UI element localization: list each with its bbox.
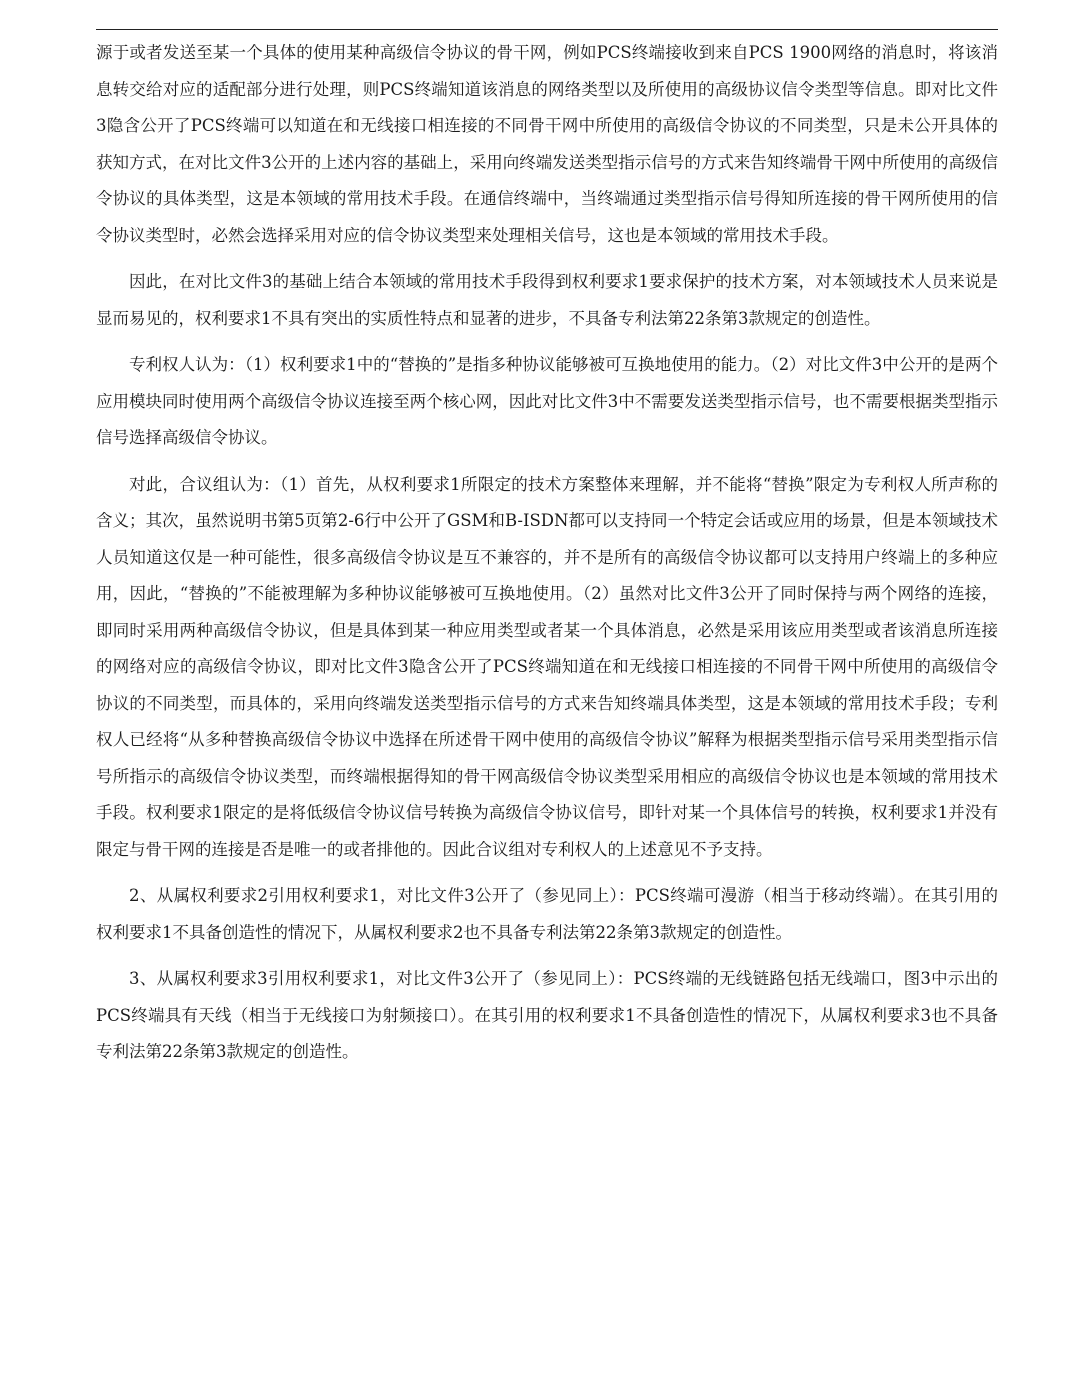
document-page <box>96 0 998 1374</box>
paragraph-5: 2、从属权利要求2引用权利要求1，对比文件3公开了（参见同上）：PCS终端可漫游（相当于移动终端）。在其引用的权利要求1不具备创造性的情况下，从属权利要求2也不具备专利法第22条第3款规定的创造性。 <box>96 886 998 942</box>
paragraph-3: 专利权人认为：（1）权利要求1中的“替换的”是指多种协议能够被可互换地使用的能力。（2）对比文件3中公开的是两个应用模块同时使用两个高级信令协议连接至两个核心网，因此对比文件3中不需要发送类型指示信号，也不需要根据类型指示信号选择高级信令协议。 <box>96 355 998 447</box>
paragraph-1: 源于或者发送至某一个具体的使用某种高级信令协议的骨干网，例如PCS终端接收到来自PCS 1900网络的消息时，将该消息转交给对应的适配部分进行处理，则PCS终端知道该消息的网络类型以及所使用的高级协议信令类型等信息。即对比文件3隐含公开了PCS终端可以知道在和无线接口相连接的不同骨干网中所使用的高级信令协议的不同类型，只是未公开具体的获知方式，在对比文件3公开的上述内容的基础上，采用向终端发送类型指示信号的方式来告知终端骨干网中所使用的高级信令协议的具体类型，这是本领域的常用技术手段。在通信终端中，当终端通过类型指示信号得知所连接的骨干网所使用的信令协议类型时，必然会选择采用对应的信令协议类型来处理相关信号，这也是本领域的常用技术手段。 <box>96 43 998 245</box>
document-body <box>96 35 998 1071</box>
paragraph-4: 对此，合议组认为：（1）首先，从权利要求1所限定的技术方案整体来理解，并不能将“替换”限定为专利权人所声称的含义；其次，虽然说明书第5页第2-6行中公开了GSM和B-ISDN都可以支持同一个特定会话或应用的场景，但是本领域技术人员知道这仅是一种可能性，很多高级信令协议是互不兼容的，并不是所有的高级信令协议都可以支持用户终端上的多种应用，因此，“替换的”不能被理解为多种协议能够被可互换地使用。（2）虽然对比文件3公开了同时保持与两个网络的连接，即同时采用两种高级信令协议，但是具体到某一种应用类型或者某一个具体消息，必然是采用该应用类型或者该消息所连接的网络对应的高级信令协议，即对比文件3隐含公开了PCS终端知道在和无线接口相连接的不同骨干网中所使用的高级信令协议的不同类型，而具体的，采用向终端发送类型指示信号的方式来告知终端具体类型，这是本领域的常用技术手段；专利权人已经将“从多种替换高级信令协议中选择在所述骨干网中使用的高级信令协议”解释为根据类型指示信号采用类型指示信号所指示的高级信令协议类型，而终端根据得知的骨干网高级信令协议类型采用相应的高级信令协议也是本领域的常用技术手段。权利要求1限定的是将低级信令协议信号转换为高级信令协议信号，即针对某一个具体信号的转换，权利要求1并没有限定与骨干网的连接是否是唯一的或者排他的。因此合议组对专利权人的上述意见不予支持。 <box>96 474 998 859</box>
paragraph-6: 3、从属权利要求3引用权利要求1，对比文件3公开了（参见同上）：PCS终端的无线链路包括无线端口，图3中示出的PCS终端具有天线（相当于无线接口为射频接口）。在其引用的权利要求1不具备创造性的情况下，从属权利要求3也不具备专利法第22条第3款规定的创造性。 <box>96 969 998 1061</box>
paragraph-2: 因此，在对比文件3的基础上结合本领域的常用技术手段得到权利要求1要求保护的技术方案，对本领域技术人员来说是显而易见的，权利要求1不具有突出的实质性特点和显著的进步，不具备专利法第22条第3款规定的创造性。 <box>96 272 998 328</box>
header-rule <box>96 29 998 30</box>
